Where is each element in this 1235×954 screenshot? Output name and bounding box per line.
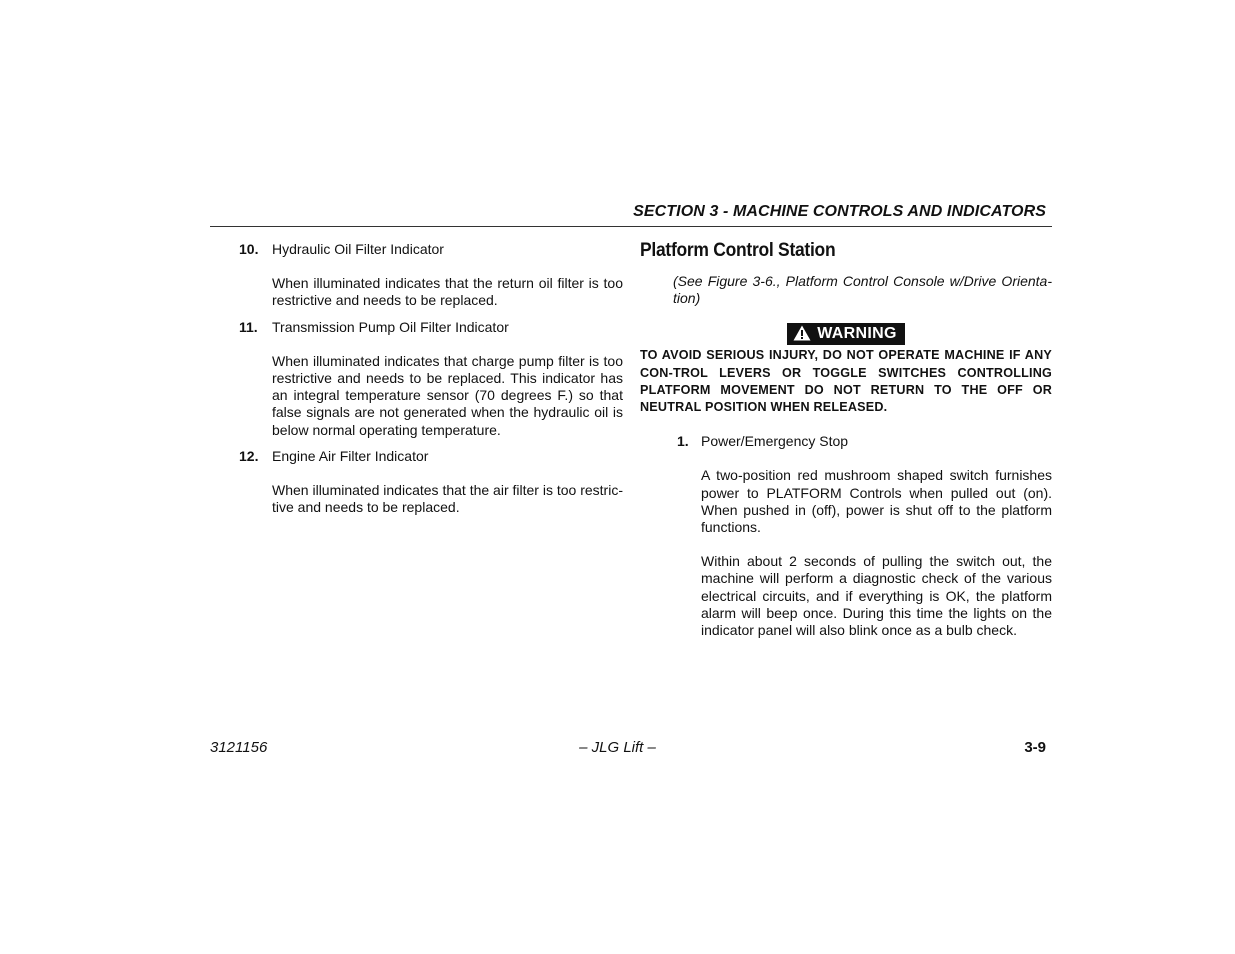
item-description: When illuminated indicates that the return oil filter is too restrictive and needs to be replaced. bbox=[272, 275, 623, 309]
left-column bbox=[236, 241, 623, 525]
item-title: Transmission Pump Oil Filter Indicator bbox=[272, 318, 509, 335]
item-title: Engine Air Filter Indicator bbox=[272, 447, 429, 464]
item-number: 10. bbox=[239, 241, 259, 257]
item-number: 12. bbox=[239, 447, 259, 464]
doc-number: 3121156 bbox=[210, 739, 268, 756]
warning-triangle-icon bbox=[793, 325, 811, 341]
item-number: 11. bbox=[239, 318, 258, 335]
right-column bbox=[640, 239, 1052, 639]
item-title: Hydraulic Oil Filter Indicator bbox=[272, 241, 444, 257]
warning-badge bbox=[787, 323, 904, 345]
warning-label: WARNING bbox=[817, 325, 897, 343]
item-description: When illuminated indicates that the air filter is too restric-tive and needs to be replaced. bbox=[272, 482, 623, 516]
item-paragraph: Within about 2 seconds of pulling the switch out, the machine will perform a diagnostic check of the various electrical circuits, and if everything is OK, the platform alarm will beep once. During this time the lights on the indicator panel will also blink once as a bulb check. bbox=[701, 553, 1052, 639]
warning-banner bbox=[640, 323, 1052, 345]
list-item bbox=[640, 433, 1052, 639]
item-number: 1. bbox=[677, 433, 689, 450]
section-title: SECTION 3 - MACHINE CONTROLS AND INDICATORS bbox=[633, 203, 1046, 220]
item-title: Power/Emergency Stop bbox=[701, 433, 849, 450]
page-number: 3-9 bbox=[1024, 739, 1046, 756]
figure-reference: (See Figure 3-6., Platform Control Console w/Drive Orienta-tion) bbox=[673, 273, 1052, 307]
platform-control-heading: Platform Control Station bbox=[640, 240, 836, 261]
list-item bbox=[236, 448, 623, 517]
footer-brand: – JLG Lift – bbox=[579, 739, 656, 756]
list-item bbox=[236, 319, 623, 439]
item-description: When illuminated indicates that charge pump filter is too restrictive and needs to be replaced. This indicator has an integral temperature sensor (70 degrees F.) so that false signals are not generated when the hydraulic oil is below normal operating temperature. bbox=[272, 352, 623, 438]
list-item bbox=[236, 241, 623, 310]
warning-text: TO AVOID SERIOUS INJURY, DO NOT OPERATE MACHINE IF ANY CON-TROL LEVERS OR TOGGLE SWITCHES CONTROLLING PLATFORM MOVEMENT DO NOT RETURN TO THE OFF OR NEUTRAL POSITION WHEN RELEASED. bbox=[640, 348, 1052, 415]
header-divider bbox=[210, 226, 1052, 227]
item-paragraph: A two-position red mushroom shaped switch furnishes power to PLATFORM Controls when pulled out (on). When pushed in (off), power is shut off to the platform functions. bbox=[701, 467, 1052, 536]
